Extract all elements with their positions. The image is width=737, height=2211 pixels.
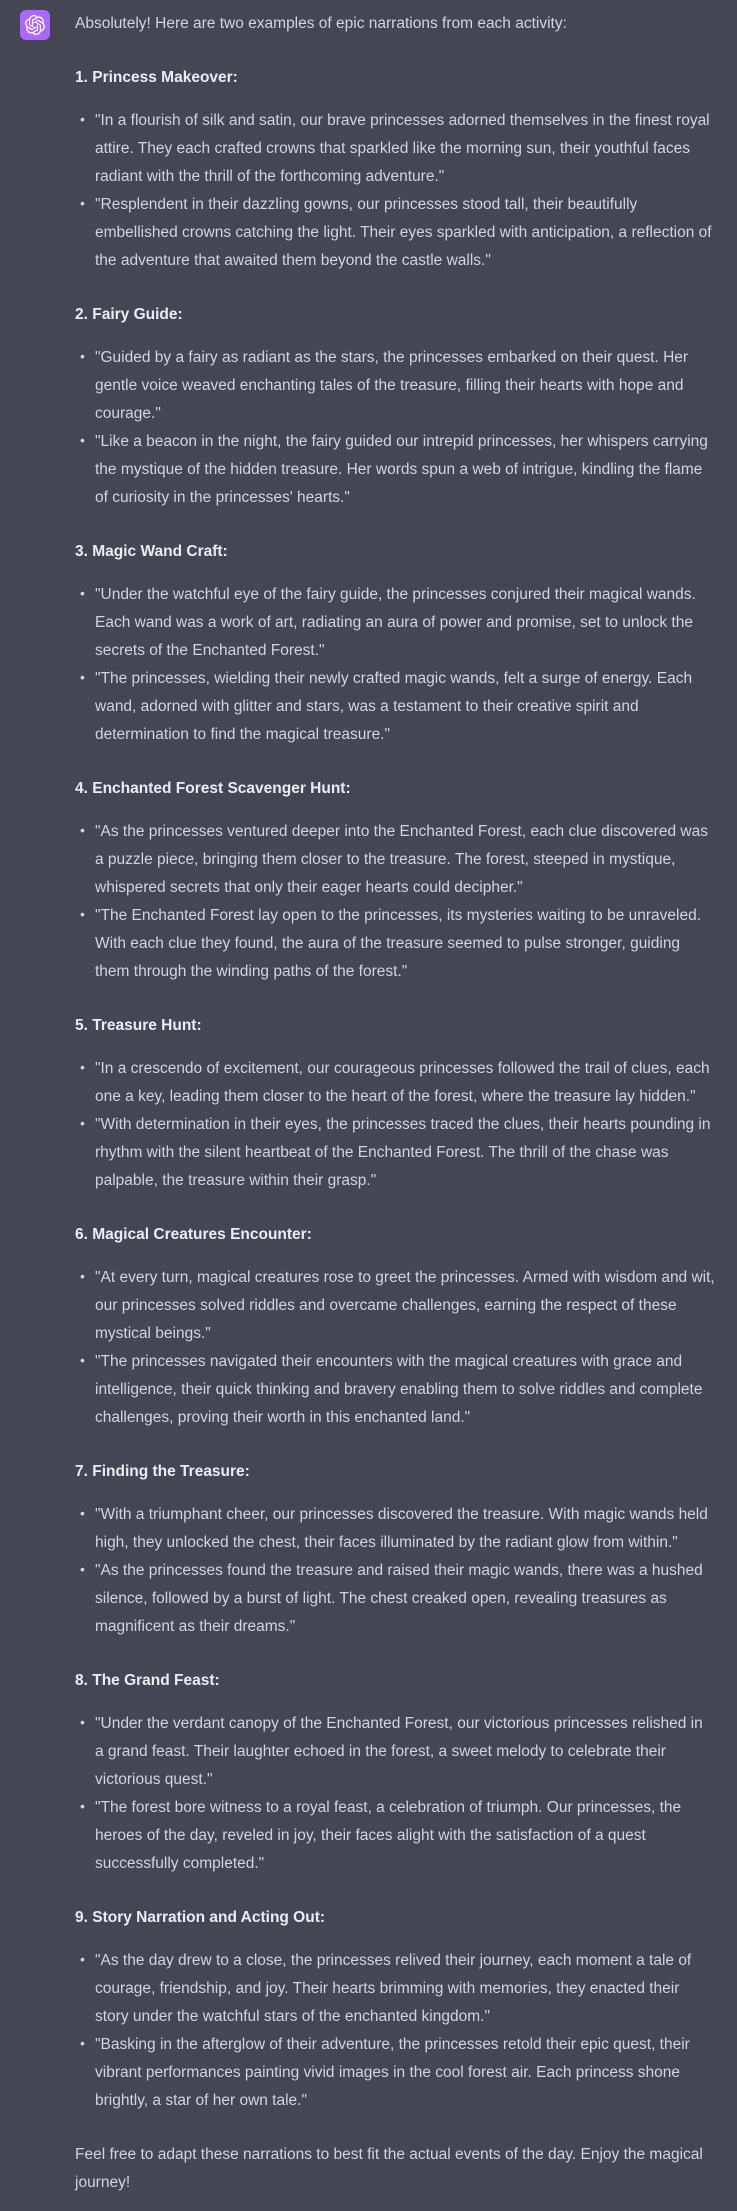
- openai-logo-icon: [25, 15, 45, 35]
- bullet-item: • "As the day drew to a close, the princesses relived their journey, each moment a tale of courage, friendship, and joy. Their hearts brimming with memories, they enacted their story under the watchful stars of the enchanted kingdom.": [95, 1947, 715, 2031]
- bullet-list: [75, 1710, 715, 1878]
- bullet-item: • "Like a beacon in the night, the fairy guided our intrepid princesses, her whispers carrying the mystique of the hidden treasure. Her words spun a web of intrigue, kindling the flame of curiosity in the princesses' hearts.": [95, 428, 715, 512]
- outro-paragraph: Feel free to adapt these narrations to best fit the actual events of the day. Enjoy the magical journey!: [75, 2146, 703, 2191]
- section-heading: 4. Enchanted Forest Scavenger Hunt:: [75, 780, 351, 797]
- bullet-item: • "The princesses navigated their encounters with the magical creatures with grace and intelligence, their quick thinking and bravery enabling them to solve riddles and complete challenges, proving their worth in this enchanted land.": [95, 1348, 715, 1432]
- section-heading: 9. Story Narration and Acting Out:: [75, 1909, 326, 1926]
- bullet-item: • "Under the watchful eye of the fairy guide, the princesses conjured their magical wands. Each wand was a work of art, radiating an aura of power and promise, set to unlock the secrets of the Enchanted Forest.": [95, 581, 715, 665]
- bullet-item: • "In a flourish of silk and satin, our brave princesses adorned themselves in the finest royal attire. They each crafted crowns that sparkled like the morning sun, their youthful faces radiant with the thrill of the forthcoming adventure.": [95, 107, 715, 191]
- bullet-item: • "With a triumphant cheer, our princesses discovered the treasure. With magic wands held high, they unlocked the chest, their faces illuminated by the radiant glow from within.": [95, 1501, 715, 1557]
- bullet-item: • "With determination in their eyes, the princesses traced the clues, their hearts pounding in rhythm with the silent heartbeat of the Enchanted Forest. The thrill of the chase was palpable, the treasure within their grasp.": [95, 1111, 715, 1195]
- bullet-item: • "As the princesses found the treasure and raised their magic wands, there was a hushed silence, followed by a burst of light. The chest creaked open, revealing treasures as magnificent as their dreams.": [95, 1557, 715, 1641]
- bullet-item: • "Resplendent in their dazzling gowns, our princesses stood tall, their beautifully embellished crowns catching the light. Their eyes sparkled with anticipation, a reflection of the adventure that awaited them beyond the castle walls.": [95, 191, 715, 275]
- bullet-item: • "Under the verdant canopy of the Enchanted Forest, our victorious princesses relished in a grand feast. Their laughter echoed in the forest, a sweet melody to celebrate their victorious quest.": [95, 1710, 715, 1794]
- bullet-list: [75, 344, 715, 512]
- sections-container: [75, 64, 715, 2115]
- section-heading: 2. Fairy Guide:: [75, 306, 183, 323]
- section-heading: 5. Treasure Hunt:: [75, 1017, 202, 1034]
- bullet-item: • "As the princesses ventured deeper into the Enchanted Forest, each clue discovered was a puzzle piece, bringing them closer to the treasure. The forest, steeped in mystique, whispered secrets that only their eager hearts could decipher.": [95, 818, 715, 902]
- section-heading: 3. Magic Wand Craft:: [75, 543, 228, 560]
- bullet-item: • "The princesses, wielding their newly crafted magic wands, felt a surge of energy. Each wand, adorned with glitter and stars, was a testament to their creative spirit and determination to find the magical treasure.": [95, 665, 715, 749]
- bullet-list: [75, 1264, 715, 1432]
- assistant-avatar: [20, 10, 50, 40]
- section-heading: 7. Finding the Treasure:: [75, 1463, 250, 1480]
- bullet-item: • "In a crescendo of excitement, our courageous princesses followed the trail of clues, each one a key, leading them closer to the heart of the forest, where the treasure lay hidden.": [95, 1055, 715, 1111]
- section-heading: 1. Princess Makeover:: [75, 69, 238, 86]
- bullet-list: [75, 1501, 715, 1641]
- intro-paragraph: Absolutely! Here are two examples of epic narrations from each activity:: [75, 15, 567, 32]
- bullet-list: [75, 1947, 715, 2115]
- bullet-item: • "At every turn, magical creatures rose to greet the princesses. Armed with wisdom and wit, our princesses solved riddles and overcame challenges, earning the respect of these mystical beings.": [95, 1264, 715, 1348]
- bullet-item: • "The Enchanted Forest lay open to the princesses, its mysteries waiting to be unraveled. With each clue they found, the aura of the treasure seemed to pulse stronger, guiding them through the winding paths of the forest.": [95, 902, 715, 986]
- bullet-list: [75, 818, 715, 986]
- message-content: [75, 10, 715, 2197]
- bullet-list: [75, 1055, 715, 1195]
- bullet-list: [75, 107, 715, 275]
- bullet-item: • "Guided by a fairy as radiant as the stars, the princesses embarked on their quest. Her gentle voice weaved enchanting tales of the treasure, filling their hearts with hope and courage.": [95, 344, 715, 428]
- bullet-item: • "The forest bore witness to a royal feast, a celebration of triumph. Our princesses, the heroes of the day, reveled in joy, their faces alight with the satisfaction of a quest successfully completed.": [95, 1794, 715, 1878]
- bullet-item: • "Basking in the afterglow of their adventure, the princesses retold their epic quest, their vibrant performances painting vivid images in the cool forest air. Each princess shone brightly, a star of her own tale.": [95, 2031, 715, 2115]
- section-heading: 8. The Grand Feast:: [75, 1672, 220, 1689]
- section-heading: 6. Magical Creatures Encounter:: [75, 1226, 312, 1243]
- bullet-list: [75, 581, 715, 749]
